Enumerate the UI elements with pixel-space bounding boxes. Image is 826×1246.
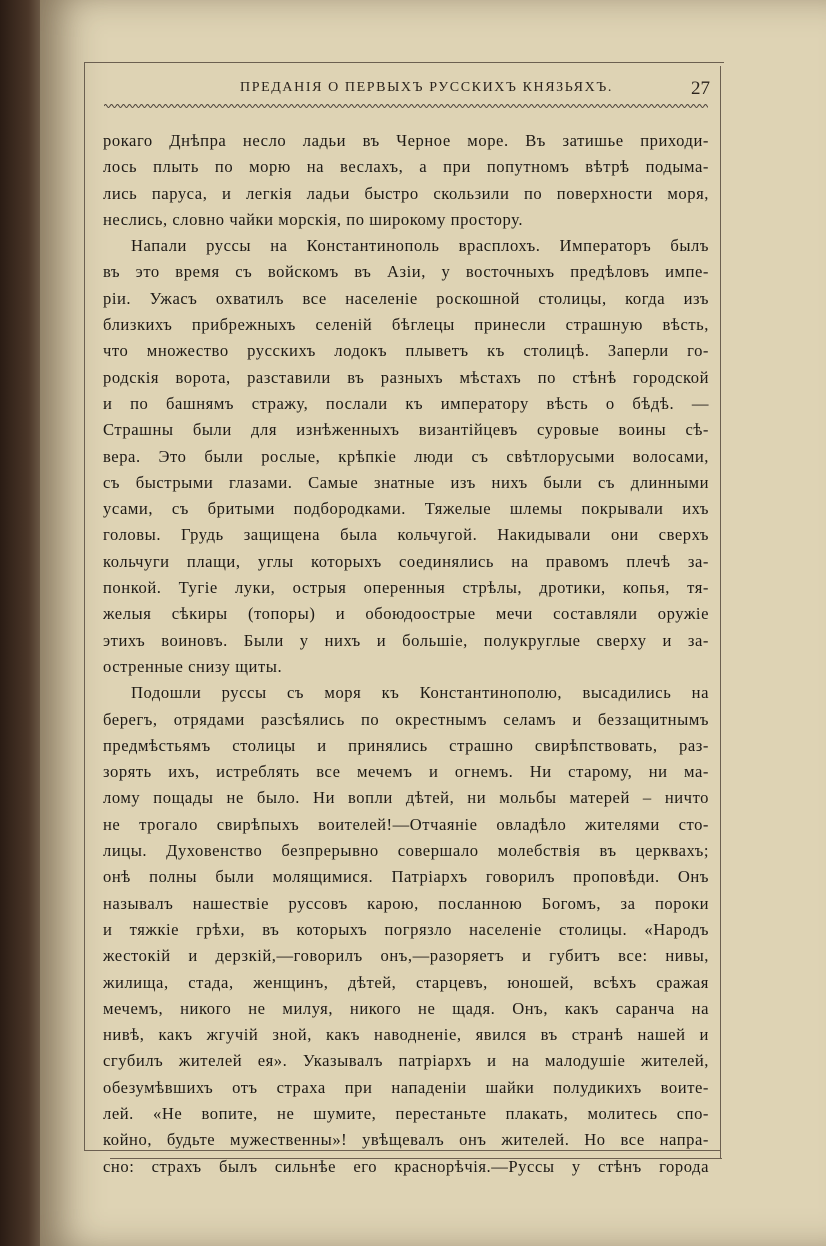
text-line: лицы. Духовенство безпрерывно совершало молебствія въ церквахъ; (103, 841, 709, 861)
text-line: усами, съ бритыми подбородками. Тяжелые шлемы покрывали ихъ (103, 499, 709, 519)
paragraph-start-line: Напали руссы на Константинополь врасплохъ. Императоръ былъ (131, 236, 709, 256)
text-line: не трогало свирѣпыхъ воителей!—Отчаяніе овладѣло жителями сто- (103, 814, 709, 834)
body-text (103, 128, 709, 1180)
text-line: предмѣстьямъ столицы и принялись страшно свирѣпствовать, раз- (103, 735, 709, 755)
text-line: головы. Грудь защищена была кольчугой. Накидывали они сверхъ (103, 525, 709, 545)
frame-rule-top (84, 62, 724, 63)
text-line: что множество русскихъ лодокъ плыветъ къ столицѣ. Заперли го- (103, 341, 709, 361)
text-line: лей. «Не вопите, не шумите, перестаньте плакать, молитесь спо- (103, 1103, 709, 1123)
text-line: жестокій и дерзкій,—говорилъ онъ,—разоряетъ и губитъ все: нивы, (103, 946, 709, 966)
frame-rule-right (720, 66, 721, 1158)
text-line: неслись, словно чайки морскія, по широкому простору. (103, 209, 524, 229)
text-line: остренные снизу щиты. (103, 656, 283, 676)
text-line: называлъ нашествіе руссовъ карою, посланною Богомъ, за пороки (103, 893, 709, 913)
page-number: 27 (691, 78, 710, 99)
text-line: рокаго Днѣпра несло ладьи въ Черное море. Въ затишье приходи- (103, 131, 709, 150)
text-line: лось плыть по морю на веслахъ, а при попутномъ вѣтрѣ подыма- (103, 157, 709, 177)
text-line: мечемъ, никого не милуя, никого не щадя. Онъ, какъ саранча на (103, 998, 709, 1018)
text-line: вера. Это были рослые, крѣпкіе люди съ свѣтлорусыми волосами, (103, 446, 709, 466)
text-line: и тяжкіе грѣхи, въ которыхъ погрязло населеніе столицы. «Народъ (103, 919, 709, 939)
text-line: этихъ воиновъ. Были у нихъ и большіе, полукруглые сверху и за- (103, 630, 709, 650)
text-line: сгубилъ жителей ея». Указывалъ патріархъ и на малодушіе жителей, (103, 1051, 709, 1071)
wavy-header-rule (104, 102, 708, 110)
text-line: понкой. Тугіе луки, острыя оперенныя стрѣлы, дротики, копья, тя- (103, 578, 709, 598)
running-title: ПРЕДАНІЯ О ПЕРВЫХЪ РУССКИХЪ КНЯЗЬЯХЪ. (240, 80, 613, 95)
text-line: и по башнямъ стражу, послали къ императору вѣсть о бѣдѣ. — (103, 393, 709, 413)
text-line: жилища, стада, женщинъ, дѣтей, старцевъ, юношей, всѣхъ сражая (103, 972, 709, 992)
text-line: онѣ полны были молящимися. Патріархъ говорилъ проповѣди. Онъ (103, 867, 709, 887)
text-line: ріи. Ужасъ охватилъ все населеніе роскошной столицы, когда изъ (103, 288, 709, 308)
page-header (100, 78, 710, 102)
text-line: койно, будьте мужественны»! увѣщевалъ онъ жителей. Но все напра- (103, 1130, 709, 1150)
text-line: близкихъ прибрежныхъ селеній бѣглецы принесли страшную вѣсть, (103, 315, 709, 335)
text-line: обезумѣвшихъ отъ страха при нападеніи шайки полудикихъ воите- (103, 1077, 709, 1097)
text-line: въ это время съ войскомъ въ Азіи, у восточныхъ предѣловъ импе- (103, 262, 709, 282)
text-line: Страшны были для изнѣженныхъ византійцевъ суровые воины сѣ- (103, 420, 709, 440)
frame-rule-left (84, 62, 85, 1150)
text-line: нивѣ, какъ жгучій зной, какъ наводненіе, явился въ странѣ нашей и (103, 1025, 709, 1045)
text-line: лись паруса, и легкія ладьи быстро скользили по поверхности моря, (103, 183, 709, 203)
text-line: родскія ворота, разставили въ разныхъ мѣстахъ по стѣнѣ городской (103, 367, 709, 387)
text-line: берегъ, отрядами разсѣялись по окрестнымъ селамъ и беззащитнымъ (103, 709, 709, 729)
text-line: съ быстрыми глазами. Самые знатные изъ нихъ были съ длинными (103, 472, 709, 492)
text-line: сно: страхъ былъ сильнѣе его краснорѣчія.—Руссы у стѣнъ города (103, 1156, 709, 1176)
text-line: желыя сѣкиры (топоры) и обоюдоострые мечи составляли оружіе (103, 604, 709, 624)
text-line: зорять ихъ, истреблять все мечемъ и огнемъ. Ни старому, ни ма- (103, 762, 709, 782)
text-line: кольчуги плащи, углы которыхъ соединялись на правомъ плечѣ за- (103, 551, 709, 571)
text-line: лому пощады не было. Ни вопли дѣтей, ни мольбы матерей – ничто (103, 788, 709, 808)
paragraph-start-line: Подошли руссы съ моря къ Константинополю, высадились на (131, 683, 709, 703)
